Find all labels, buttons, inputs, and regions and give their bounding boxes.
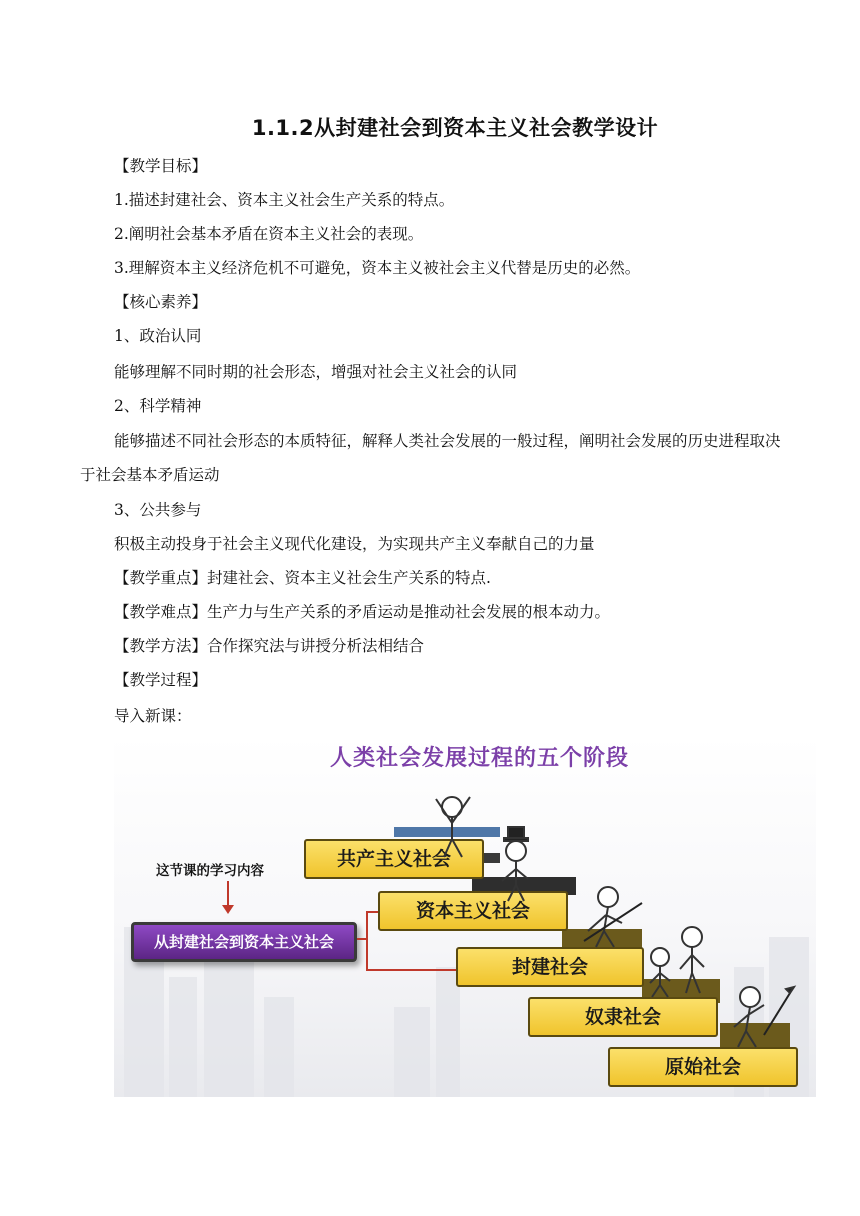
competency-2-title: 2、科学精神	[114, 397, 202, 415]
competency-2-text: 能够描述不同社会形态的本质特征，解释人类社会发展的一般过程，阐明社会发展的历史进程取决于社会基本矛盾运动	[80, 432, 781, 484]
objectives-header: 【教学目标】	[114, 157, 208, 175]
stage-slavery: 奴隶社会	[528, 997, 718, 1037]
rake-figure-icon	[584, 887, 642, 947]
objective-item-3: 3.理解资本主义经济危机不可避免，资本主义被社会主义代替是历史的必然。	[114, 259, 641, 277]
stick-figures-illustration	[114, 735, 816, 1097]
competency-1-title: 1、政治认同	[114, 327, 202, 345]
process-header: 【教学过程】	[114, 671, 208, 689]
highlight-box: 从封建社会到资本主义社会	[131, 922, 357, 962]
stage-communism: 共产主义社会	[304, 839, 484, 879]
spear-figure-icon	[734, 987, 794, 1047]
stage-feudalism: 封建社会	[456, 947, 644, 987]
stages-figure	[114, 735, 816, 1097]
teaching-method: 【教学方法】合作探究法与讲授分析法相结合	[114, 637, 425, 655]
competency-3-title: 3、公共参与	[114, 501, 202, 519]
document-title: 1.1.2从封建社会到资本主义社会教学设计	[251, 116, 659, 140]
competencies-header: 【核心素养】	[114, 293, 208, 311]
stage-capitalism: 资本主义社会	[378, 891, 568, 931]
teaching-difficulty: 【教学难点】生产力与生产关系的矛盾运动是推动社会发展的根本动力。	[114, 603, 611, 621]
objective-item-2: 2.阐明社会基本矛盾在资本主义社会的表现。	[114, 225, 424, 243]
kneeling-figure-icon	[650, 948, 670, 997]
standing-figure-icon	[680, 927, 704, 993]
stage-primitive: 原始社会	[608, 1047, 798, 1087]
teaching-focus: 【教学重点】封建社会、资本主义社会生产关系的特点.	[114, 569, 491, 587]
objective-item-1: 1.描述封建社会、资本主义社会生产关系的特点。	[114, 191, 455, 209]
top-hat-figure-icon	[502, 827, 528, 901]
competency-1-text: 能够理解不同时期的社会形态，增强对社会主义社会的认同	[114, 363, 518, 381]
figure-title: 人类社会发展过程的五个阶段	[330, 746, 630, 771]
competency-3-text: 积极主动投身于社会主义现代化建设，为实现共产主义奉献自己的力量	[114, 535, 595, 553]
intro-label: 导入新课：	[114, 707, 192, 725]
cheering-figure-icon	[436, 797, 470, 857]
figure-note: 这节课的学习内容	[156, 863, 264, 879]
